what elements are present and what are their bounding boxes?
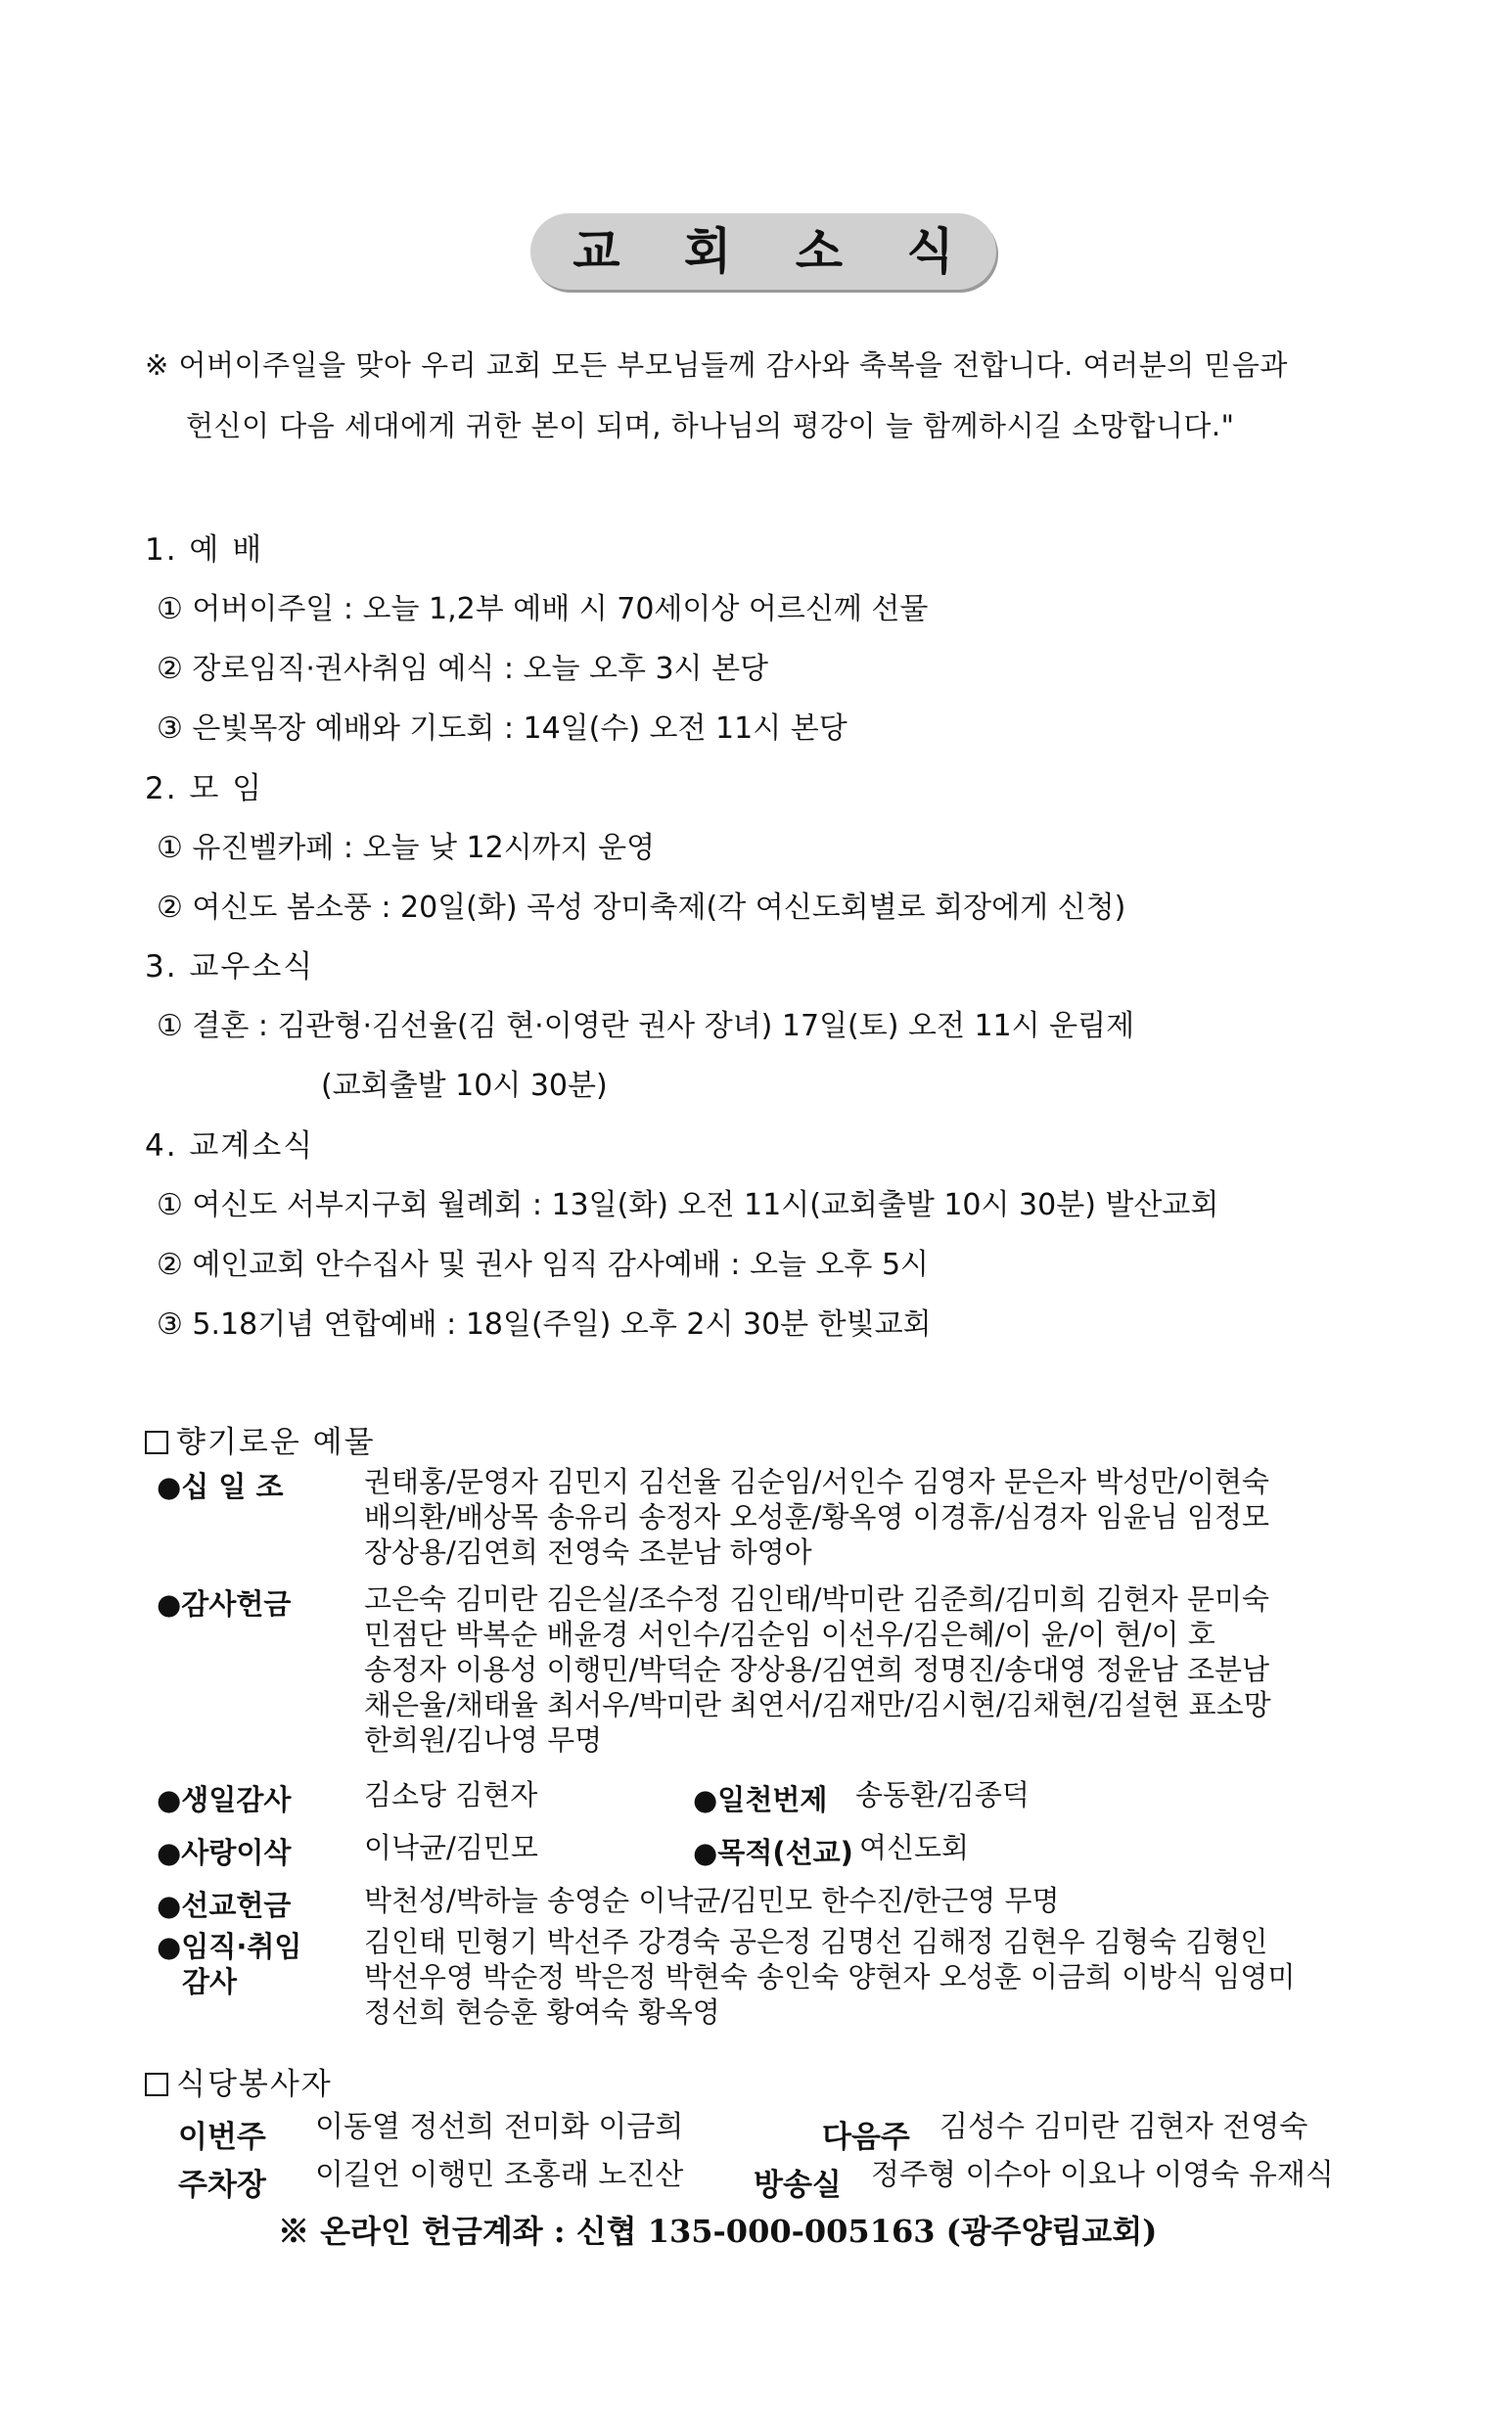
section-heading-member-news: 3. 교우소식 bbox=[145, 949, 315, 985]
section-heading-meetings: 2. 모 임 bbox=[145, 771, 264, 806]
online-offering-account: ※ 온라인 헌금계좌 : 신협 135-000-005163 (광주양림교회) bbox=[278, 2213, 1158, 2250]
thanks-line-3: 송정자 이용성 이행민/박덕순 장상용/김연희 정명진/송대영 정윤남 조분남 bbox=[364, 1653, 1270, 1686]
purpose-label: ●목적(선교) bbox=[693, 1836, 853, 1869]
intro-line-2: 헌신이 다음 세대에게 귀한 본이 되며, 하나님의 평강이 늘 함께하시길 소망합니다." bbox=[186, 409, 1235, 442]
page-title: 교 회 소 식 bbox=[573, 222, 978, 280]
tithe-label: ●십 일 조 bbox=[157, 1470, 284, 1503]
purpose-names: 여신도회 bbox=[859, 1831, 970, 1864]
next-week-label: 다음주 bbox=[822, 2120, 910, 2155]
ordination-line-1: 김인태 민형기 박선주 강경숙 공은정 김명선 김해정 김현우 김형숙 김형인 bbox=[364, 1925, 1268, 1958]
rice-label: ●사랑이삭 bbox=[157, 1836, 292, 1869]
member-news-item-1-cont: (교회출발 10시 30분) bbox=[321, 1069, 608, 1103]
meeting-item-2: ② 여신도 봄소풍 : 20일(화) 곡성 장미축제(각 여신도회별로 회장에게 신청) bbox=[157, 891, 1126, 925]
thanks-line-5: 한희원/김나영 무명 bbox=[364, 1723, 603, 1757]
thanks-label: ●감사헌금 bbox=[157, 1587, 292, 1621]
kitchen-heading bbox=[145, 2059, 333, 2103]
church-news-item-3: ③ 5.18기념 연합예배 : 18일(주일) 오후 2시 30분 한빛교회 bbox=[157, 1307, 932, 1342]
ordination-line-2: 박선우영 박순정 박은정 박현숙 송인숙 양현자 오성훈 이금희 이방식 임영미 bbox=[364, 1960, 1296, 1993]
mission-label: ●선교헌금 bbox=[157, 1889, 292, 1922]
tithe-line-1: 권태홍/문영자 김민지 김선율 김순임/서인수 김영자 문은자 박성만/이현숙 bbox=[364, 1465, 1270, 1498]
church-news-item-2: ② 예인교회 안수집사 및 권사 임직 감사예배 : 오늘 오후 5시 bbox=[157, 1248, 930, 1282]
checkbox-square-icon bbox=[145, 1431, 168, 1454]
tithe-line-2: 배의환/배상목 송유리 송정자 오성훈/황옥영 이경휴/심경자 임윤님 임정모 bbox=[364, 1500, 1270, 1534]
rice-names: 이낙균/김민모 bbox=[364, 1831, 538, 1864]
this-week-names: 이동열 정선희 전미화 이금희 bbox=[315, 2110, 684, 2144]
ordination-label-2: 감사 bbox=[182, 1965, 238, 1998]
ordination-line-3: 정선희 현승훈 황여숙 황옥영 bbox=[364, 1995, 720, 2029]
birthday-names: 김소당 김현자 bbox=[364, 1778, 538, 1811]
church-news-item-1: ① 여신도 서부지구회 월례회 : 13일(화) 오전 11시(교회출발 10시 30분) 발산교회 bbox=[157, 1188, 1219, 1222]
offerings-heading-text: 향기로운 예물 bbox=[176, 1425, 376, 1460]
kitchen-heading-text: 식당봉사자 bbox=[176, 2067, 333, 2102]
parking-label: 주차장 bbox=[178, 2168, 266, 2203]
thanks-line-4: 채은율/채태율 최서우/박미란 최연서/김재만/김시현/김채현/김설현 표소망 bbox=[364, 1688, 1271, 1721]
intro-line-1: ※ 어버이주일을 맞아 우리 교회 모든 부모님들께 감사와 축복을 전합니다. 여러분의 믿음과 bbox=[145, 348, 1288, 382]
section-heading-worship: 1. 예 배 bbox=[145, 532, 264, 568]
birthday-label: ●생일감사 bbox=[157, 1783, 292, 1816]
member-news-item-1: ① 결혼 : 김관형·김선율(김 현·이영란 권사 장녀) 17일(토) 오전 11시 운림제 bbox=[157, 1009, 1135, 1043]
offerings-heading bbox=[145, 1417, 376, 1461]
thanks-line-1: 고은숙 김미란 김은실/조수정 김인태/박미란 김준희/김미희 김현자 문미숙 bbox=[364, 1582, 1270, 1616]
next-week-names: 김성수 김미란 김현자 전영숙 bbox=[939, 2110, 1308, 2144]
broadcast-names: 정주형 이수아 이요나 이영숙 유재식 bbox=[871, 2158, 1334, 2192]
worship-item-2: ② 장로임직·권사취임 예식 : 오늘 오후 3시 본당 bbox=[157, 652, 769, 686]
worship-item-1: ① 어버이주일 : 오늘 1,2부 예배 시 70세이상 어르신께 선물 bbox=[157, 592, 929, 626]
mission-names: 박천성/박하늘 송영순 이낙균/김민모 한수진/한근영 무명 bbox=[364, 1884, 1060, 1917]
meeting-item-1: ① 유진벨카페 : 오늘 낮 12시까지 운영 bbox=[157, 831, 656, 865]
tithe-line-3: 장상용/김연희 전영숙 조분남 하영아 bbox=[364, 1535, 812, 1569]
thanks-line-2: 민점단 박복순 배윤경 서인수/김순임 이선우/김은혜/이 윤/이 현/이 호 bbox=[364, 1618, 1215, 1651]
worship-item-3: ③ 은빛목장 예배와 기도회 : 14일(수) 오전 11시 본당 bbox=[157, 711, 848, 746]
ordination-label-1: ●임직·취임 bbox=[157, 1930, 302, 1963]
parking-names: 이길언 이행민 조홍래 노진산 bbox=[315, 2158, 684, 2192]
checkbox-square-icon bbox=[145, 2073, 168, 2096]
daily-label: ●일천번제 bbox=[693, 1783, 828, 1816]
this-week-label: 이번주 bbox=[178, 2120, 266, 2155]
daily-names: 송동환/김종덕 bbox=[855, 1778, 1030, 1811]
section-heading-church-news: 4. 교계소식 bbox=[145, 1128, 315, 1164]
broadcast-label: 방송실 bbox=[754, 2168, 842, 2203]
